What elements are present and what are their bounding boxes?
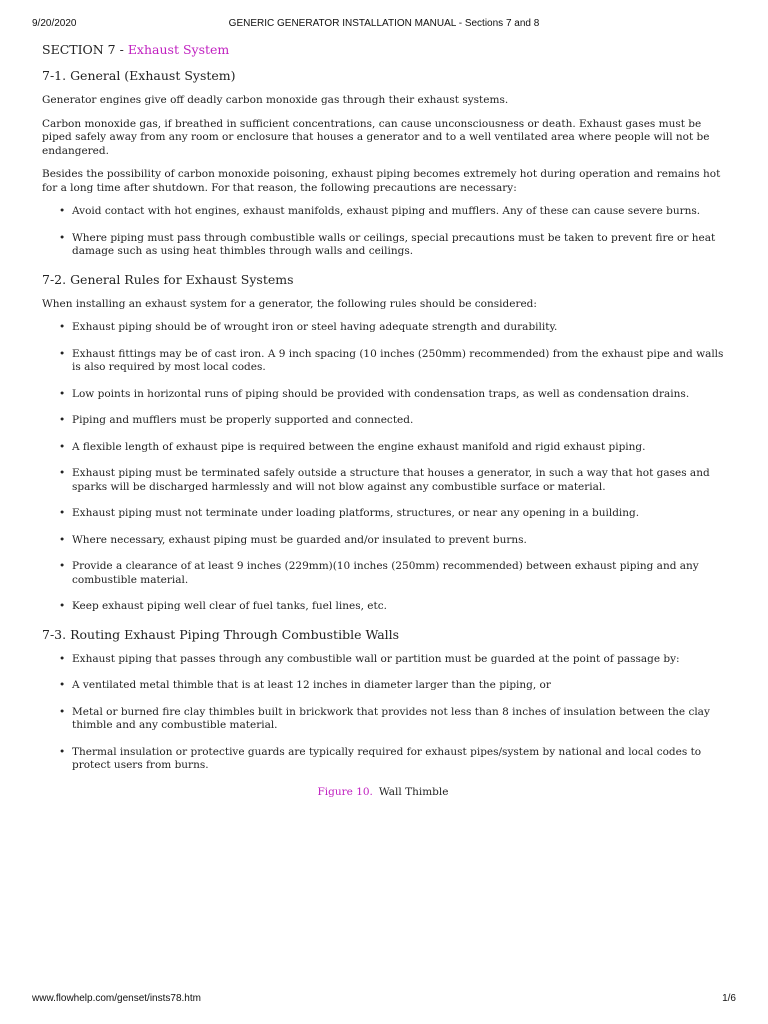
bullet-list-routing bbox=[42, 653, 724, 773]
list-item: • Low points in horizontal runs of piping should be provided with condensation traps, as well as condensation drains. bbox=[42, 388, 724, 402]
bullet-list-general bbox=[42, 205, 724, 259]
section-prefix: SECTION 7 - bbox=[42, 42, 128, 57]
section-title bbox=[42, 42, 724, 58]
list-item: • Provide a clearance of at least 9 inches (229mm)(10 inches (250mm) recommended) between exhaust piping and any combustible material. bbox=[42, 560, 724, 587]
print-date: 9/20/2020 bbox=[32, 18, 77, 29]
page-content bbox=[42, 42, 724, 799]
list-item: • Exhaust piping must be terminated safely outside a structure that houses a generator, in such a way that hot gases and sparks will be discharged harmlessly and will not blow against any combustible surface or material. bbox=[42, 467, 724, 494]
print-header bbox=[32, 18, 736, 32]
page-number: 1/6 bbox=[722, 993, 736, 1004]
list-item: • Exhaust piping that passes through any combustible wall or partition must be guarded at the point of passage by: bbox=[42, 653, 724, 667]
list-item: • Exhaust piping must not terminate under loading platforms, structures, or near any opening in a building. bbox=[42, 507, 724, 521]
print-title: GENERIC GENERATOR INSTALLATION MANUAL - Sections 7 and 8 bbox=[228, 18, 540, 29]
figure-caption-text: Wall Thimble bbox=[378, 785, 449, 798]
list-item: • Exhaust fittings may be of cast iron. A 9 inch spacing (10 inches (250mm) recommended) from the exhaust pipe and walls is also required by most local codes. bbox=[42, 348, 724, 375]
heading-rules: 7-2. General Rules for Exhaust Systems bbox=[42, 271, 294, 287]
list-item: • Thermal insulation or protective guards are typically required for exhaust pipes/system by national and local codes to protect users from burns. bbox=[42, 746, 724, 773]
paragraph: Generator engines give off deadly carbon monoxide gas through their exhaust systems. bbox=[42, 94, 509, 106]
page-url: www.flowhelp.com/genset/insts78.htm bbox=[32, 993, 201, 1004]
list-item: • Where necessary, exhaust piping must be guarded and/or insulated to prevent burns. bbox=[42, 534, 724, 548]
paragraph: Besides the possibility of carbon monoxide poisoning, exhaust piping becomes extremely hot during operation and remains hot for a long time after shutdown. For that reason, the following precautions are necessary: bbox=[42, 168, 721, 194]
list-item: • Exhaust piping should be of wrought iron or steel having adequate strength and durability. bbox=[42, 321, 724, 335]
list-item: • A ventilated metal thimble that is at least 12 inches in diameter larger than the piping, or bbox=[42, 679, 724, 693]
figure-label-link[interactable]: Figure 10. bbox=[317, 785, 373, 798]
print-footer bbox=[32, 993, 736, 1007]
list-item: • Metal or burned fire clay thimbles built in brickwork that provides not less than 8 inches of insulation between the clay thimble and any combustible material. bbox=[42, 706, 724, 733]
figure-caption bbox=[42, 786, 724, 800]
list-item: • Keep exhaust piping well clear of fuel tanks, fuel lines, etc. bbox=[42, 600, 724, 614]
section-title-link[interactable]: Exhaust System bbox=[127, 42, 230, 57]
list-item: • Avoid contact with hot engines, exhaust manifolds, exhaust piping and mufflers. Any of these can cause severe burns. bbox=[42, 205, 724, 219]
list-item: • Where piping must pass through combustible walls or ceilings, special precautions must be taken to prevent fire or heat damage such as using heat thimbles through walls and ceilings. bbox=[42, 232, 724, 259]
list-item: • Piping and mufflers must be properly supported and connected. bbox=[42, 414, 724, 428]
list-item: • A flexible length of exhaust pipe is required between the engine exhaust manifold and rigid exhaust piping. bbox=[42, 441, 724, 455]
bullet-list-rules bbox=[42, 321, 724, 614]
paragraph: When installing an exhaust system for a generator, the following rules should be considered: bbox=[42, 297, 537, 310]
heading-general: 7-1. General (Exhaust System) bbox=[42, 68, 236, 83]
heading-routing: 7-3. Routing Exhaust Piping Through Combustible Walls bbox=[42, 626, 400, 642]
paragraph: Carbon monoxide gas, if breathed in sufficient concentrations, can cause unconsciousness or death. Exhaust gases must be piped safely away from any room or enclosure that houses a generator and to a well ventilated area where people will not be endangered. bbox=[42, 117, 710, 157]
